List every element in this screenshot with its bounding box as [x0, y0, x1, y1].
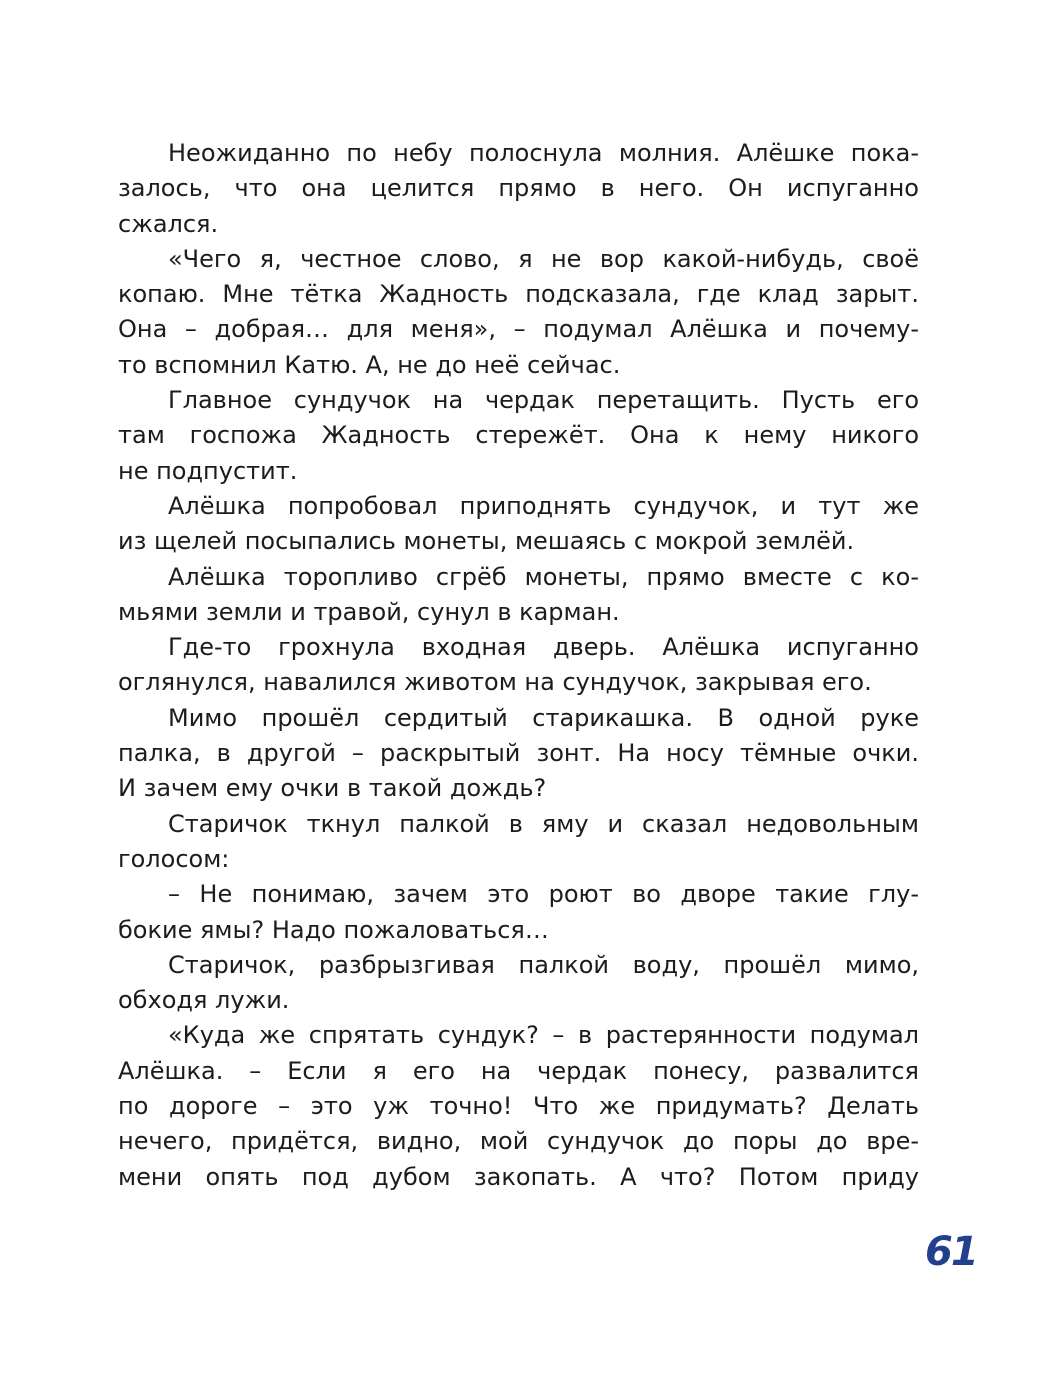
- text-line: Мимо прошёл сердитый старикашка. В одной руке: [168, 703, 919, 732]
- text-line: Алёшка. – Если я его на чердак понесу, развалится: [118, 1056, 919, 1085]
- text-line: – Не понимаю, зачем это роют во дворе такие глу-: [168, 880, 919, 909]
- page-number: 61: [925, 1229, 977, 1275]
- text-line: Неожиданно по небу полоснула молния. Алёшке пока-: [168, 139, 919, 167]
- text-line: Алёшка торопливо сгрёб монеты, прямо вместе с ко-: [168, 562, 919, 591]
- text-line: сжался.: [118, 209, 219, 238]
- text-line: залось, что она целится прямо в него. Он испуганно: [118, 174, 919, 203]
- text-line: «Куда же спрятать сундук? – в растерянности подумал: [168, 1021, 919, 1050]
- text-line: Она – добрая… для меня», – подумал Алёшка и почему-: [118, 315, 919, 344]
- text-line: голосом:: [118, 844, 230, 873]
- text-line: Старичок ткнул палкой в яму и сказал недовольным: [168, 809, 919, 838]
- text-line: Главное сундучок на чердак перетащить. Пусть его: [168, 386, 919, 415]
- text-line: Где-то грохнула входная дверь. Алёшка испуганно: [168, 633, 919, 662]
- text-line: Алёшка попробовал приподнять сундучок, и тут же: [168, 491, 919, 520]
- text-line: бокие ямы? Надо пожаловаться…: [118, 915, 549, 944]
- text-line: копаю. Мне тётка Жадность подсказала, где клад зарыт.: [118, 280, 919, 309]
- text-line: «Чего я, честное слово, я не вор какой-нибудь, своё: [168, 244, 919, 273]
- text-line: не подпустит.: [118, 456, 298, 485]
- text-line: мени опять под дубом закопать. А что? Потом приду: [118, 1162, 919, 1191]
- text-line: палка, в другой – раскрытый зонт. На носу тёмные очки.: [118, 739, 919, 768]
- text-line: нечего, придётся, видно, мой сундучок до поры до вре-: [118, 1127, 919, 1156]
- text-line: обходя лужи.: [118, 986, 290, 1015]
- text-line: мьями земли и травой, сунул в карман.: [118, 597, 620, 626]
- text-line: по дороге – это уж точно! Что же придумать? Делать: [118, 1092, 919, 1121]
- body-text: [118, 136, 919, 1195]
- text-line: оглянулся, навалился животом на сундучок, закрывая его.: [118, 668, 872, 697]
- text-line: из щелей посыпались монеты, мешаясь с мокрой землёй.: [118, 527, 855, 556]
- text-line: там госпожа Жадность стережёт. Она к нему никого: [118, 421, 919, 450]
- text-line: Старичок, разбрызгивая палкой воду, прошёл мимо,: [168, 950, 919, 979]
- text-line: то вспомнил Катю. А, не до неё сейчас.: [118, 350, 621, 379]
- text-line: И зачем ему очки в такой дождь?: [118, 774, 547, 803]
